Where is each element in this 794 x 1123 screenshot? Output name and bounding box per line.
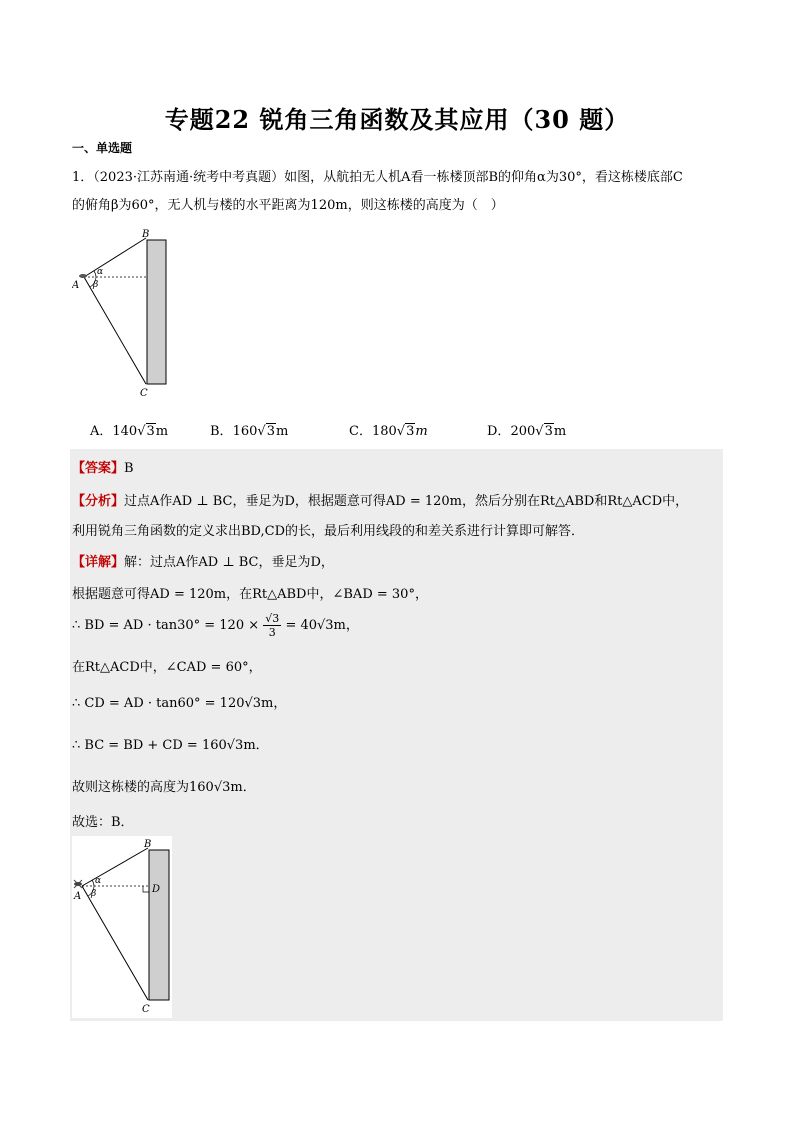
question-line-1: 1．（2023·江苏南通·统考中考真题）如图，从航拍无人机A看一栋楼顶部B的仰角α为30°，看这栋楼底部C bbox=[72, 170, 683, 185]
label-c: C bbox=[142, 1004, 150, 1015]
line-ab bbox=[84, 238, 146, 277]
fraction-sqrt3-over-3: $\frac{√3}{3}$ bbox=[265, 612, 280, 639]
analysis-tag: 【分析】 bbox=[72, 494, 125, 509]
answer-choices bbox=[90, 420, 650, 440]
alpha-arc bbox=[94, 271, 96, 277]
detail-line-1: 【详解】解：过点A作AD ⊥ BC，垂足为D， bbox=[72, 555, 334, 570]
choice-b: B．160√3m bbox=[210, 424, 289, 439]
question-stem bbox=[72, 164, 732, 220]
label-alpha: α bbox=[97, 267, 104, 277]
choice-c: C．180√3m bbox=[349, 424, 428, 439]
detail-line-7: 故则这栋楼的高度为160√3m． bbox=[72, 780, 256, 795]
analysis-line-2: 利用锐角三角函数的定义求出BD,CD的长，最后利用线段的和差关系进行计算即可解答． bbox=[72, 524, 585, 539]
label-b: B bbox=[144, 839, 152, 850]
answer-value: B bbox=[124, 461, 134, 476]
detail-line-6: ∴ BC = BD + CD = 160√3m． bbox=[72, 738, 269, 753]
question-line-2: 的俯角β为60°，无人机与楼的水平距离为120m，则这栋楼的高度为（ ） bbox=[72, 198, 504, 213]
answer-line bbox=[72, 457, 134, 476]
alpha-arc bbox=[92, 880, 94, 886]
label-b: B bbox=[142, 229, 150, 240]
building bbox=[147, 240, 166, 384]
label-a: A bbox=[74, 891, 82, 902]
detail-tag: 【详解】 bbox=[72, 555, 125, 570]
drone-icon bbox=[79, 274, 87, 278]
label-beta: β bbox=[91, 889, 97, 899]
detail-line-8: 故选：B． bbox=[72, 815, 134, 830]
choice-a: A．140√3m bbox=[90, 424, 169, 439]
detail-line-5: ∴ CD = AD · tan60° = 120√3m， bbox=[72, 696, 287, 711]
label-a: A bbox=[72, 280, 80, 291]
right-angle-mark bbox=[143, 886, 149, 892]
detail-line-2: 根据题意可得AD = 120m，在Rt△ABD中，∠BAD = 30°， bbox=[72, 587, 428, 602]
section-heading: 一、单选题 bbox=[72, 141, 133, 155]
solution-figure bbox=[72, 836, 172, 1018]
building bbox=[149, 850, 169, 1000]
page-title: 专题22 锐角三角函数及其应用（30 题） bbox=[164, 105, 630, 134]
line-ac bbox=[82, 886, 148, 1000]
label-beta: β bbox=[93, 280, 99, 290]
label-alpha: α bbox=[95, 876, 102, 886]
label-d: D bbox=[152, 884, 161, 895]
drone-icon bbox=[74, 880, 82, 888]
line-ac bbox=[84, 277, 146, 384]
analysis-line-1: 【分析】过点A作AD ⊥ BC，垂足为D，根据题意可得AD = 120m，然后分别在Rt△ABD和Rt△ACD中， bbox=[72, 494, 689, 509]
choice-d: D．200√3m bbox=[487, 424, 567, 439]
label-c: C bbox=[140, 388, 148, 399]
detail-line-3: ∴ BD = AD · tan30° = 120 × $\frac{√3}{3}$ = 40√3m， bbox=[72, 612, 359, 639]
question-figure bbox=[72, 226, 182, 402]
detail-line-4: 在Rt△ACD中，∠CAD = 60°， bbox=[72, 660, 262, 675]
answer-tag: 【答案】 bbox=[72, 461, 125, 476]
